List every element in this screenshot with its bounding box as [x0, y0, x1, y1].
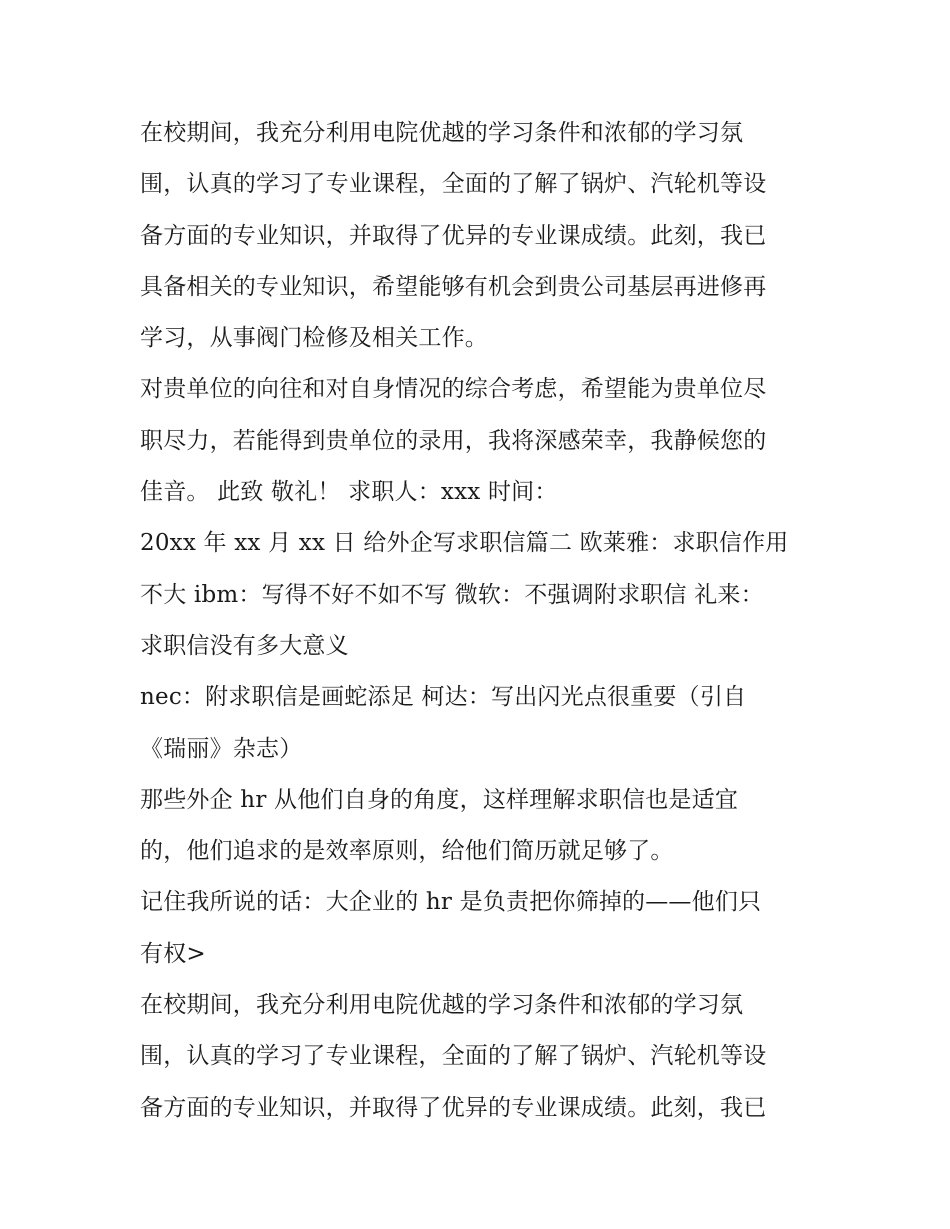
text-line: 不大 ibm：写得不好不如不写 微软：不强调附求职信 礼来： [140, 581, 764, 608]
text-line: nec：附求职信是画蛇添足 柯达：写出闪光点很重要（引自 [140, 684, 747, 711]
text-line: 有权> [140, 940, 206, 967]
text-line: 《瑞丽》杂志） [140, 735, 303, 762]
text-line: 职尽力，若能得到贵单位的录用，我将深感荣幸，我静候您的 [140, 427, 767, 454]
text-line: 20xx 年 xx 月 xx 日 给外企写求职信篇二 欧莱雅：求职信作用 [140, 530, 789, 557]
text-line: 佳音。 此致 敬礼！ 求职人：xxx 时间： [140, 479, 558, 506]
text-line: 求职信没有多大意义 [140, 632, 349, 659]
text-line: 围，认真的学习了专业课程，全面的了解了锅炉、汽轮机等设 [140, 1043, 767, 1070]
text-line: 在校期间，我充分利用电院优越的学习条件和浓郁的学习氛 [140, 120, 744, 146]
text-line: 对贵单位的向往和对自身情况的综合考虑，希望能为贵单位尽 [140, 376, 767, 403]
text-line: 具备相关的专业知识，希望能够有机会到贵公司基层再进修再 [140, 273, 767, 300]
text-line: 学习，从事阀门检修及相关工作。 [140, 325, 488, 352]
text-line: 备方面的专业知识，并取得了优异的专业课成绩。此刻，我已 [140, 222, 767, 249]
text-line: 的，他们追求的是效率原则，给他们简历就足够了。 [140, 838, 674, 865]
text-line: 记住我所说的话：大企业的 hr 是负责把你筛掉的——他们只 [140, 889, 762, 916]
text-line: 围，认真的学习了专业课程，全面的了解了锅炉、汽轮机等设 [140, 171, 767, 198]
document-body [140, 108, 830, 1134]
text-line: 那些外企 hr 从他们自身的角度，这样理解求职信也是适宜 [140, 786, 739, 813]
text-line: 在校期间，我充分利用电院优越的学习条件和浓郁的学习氛 [140, 992, 744, 1019]
text-line: 备方面的专业知识，并取得了优异的专业课成绩。此刻，我已 [140, 1094, 767, 1121]
